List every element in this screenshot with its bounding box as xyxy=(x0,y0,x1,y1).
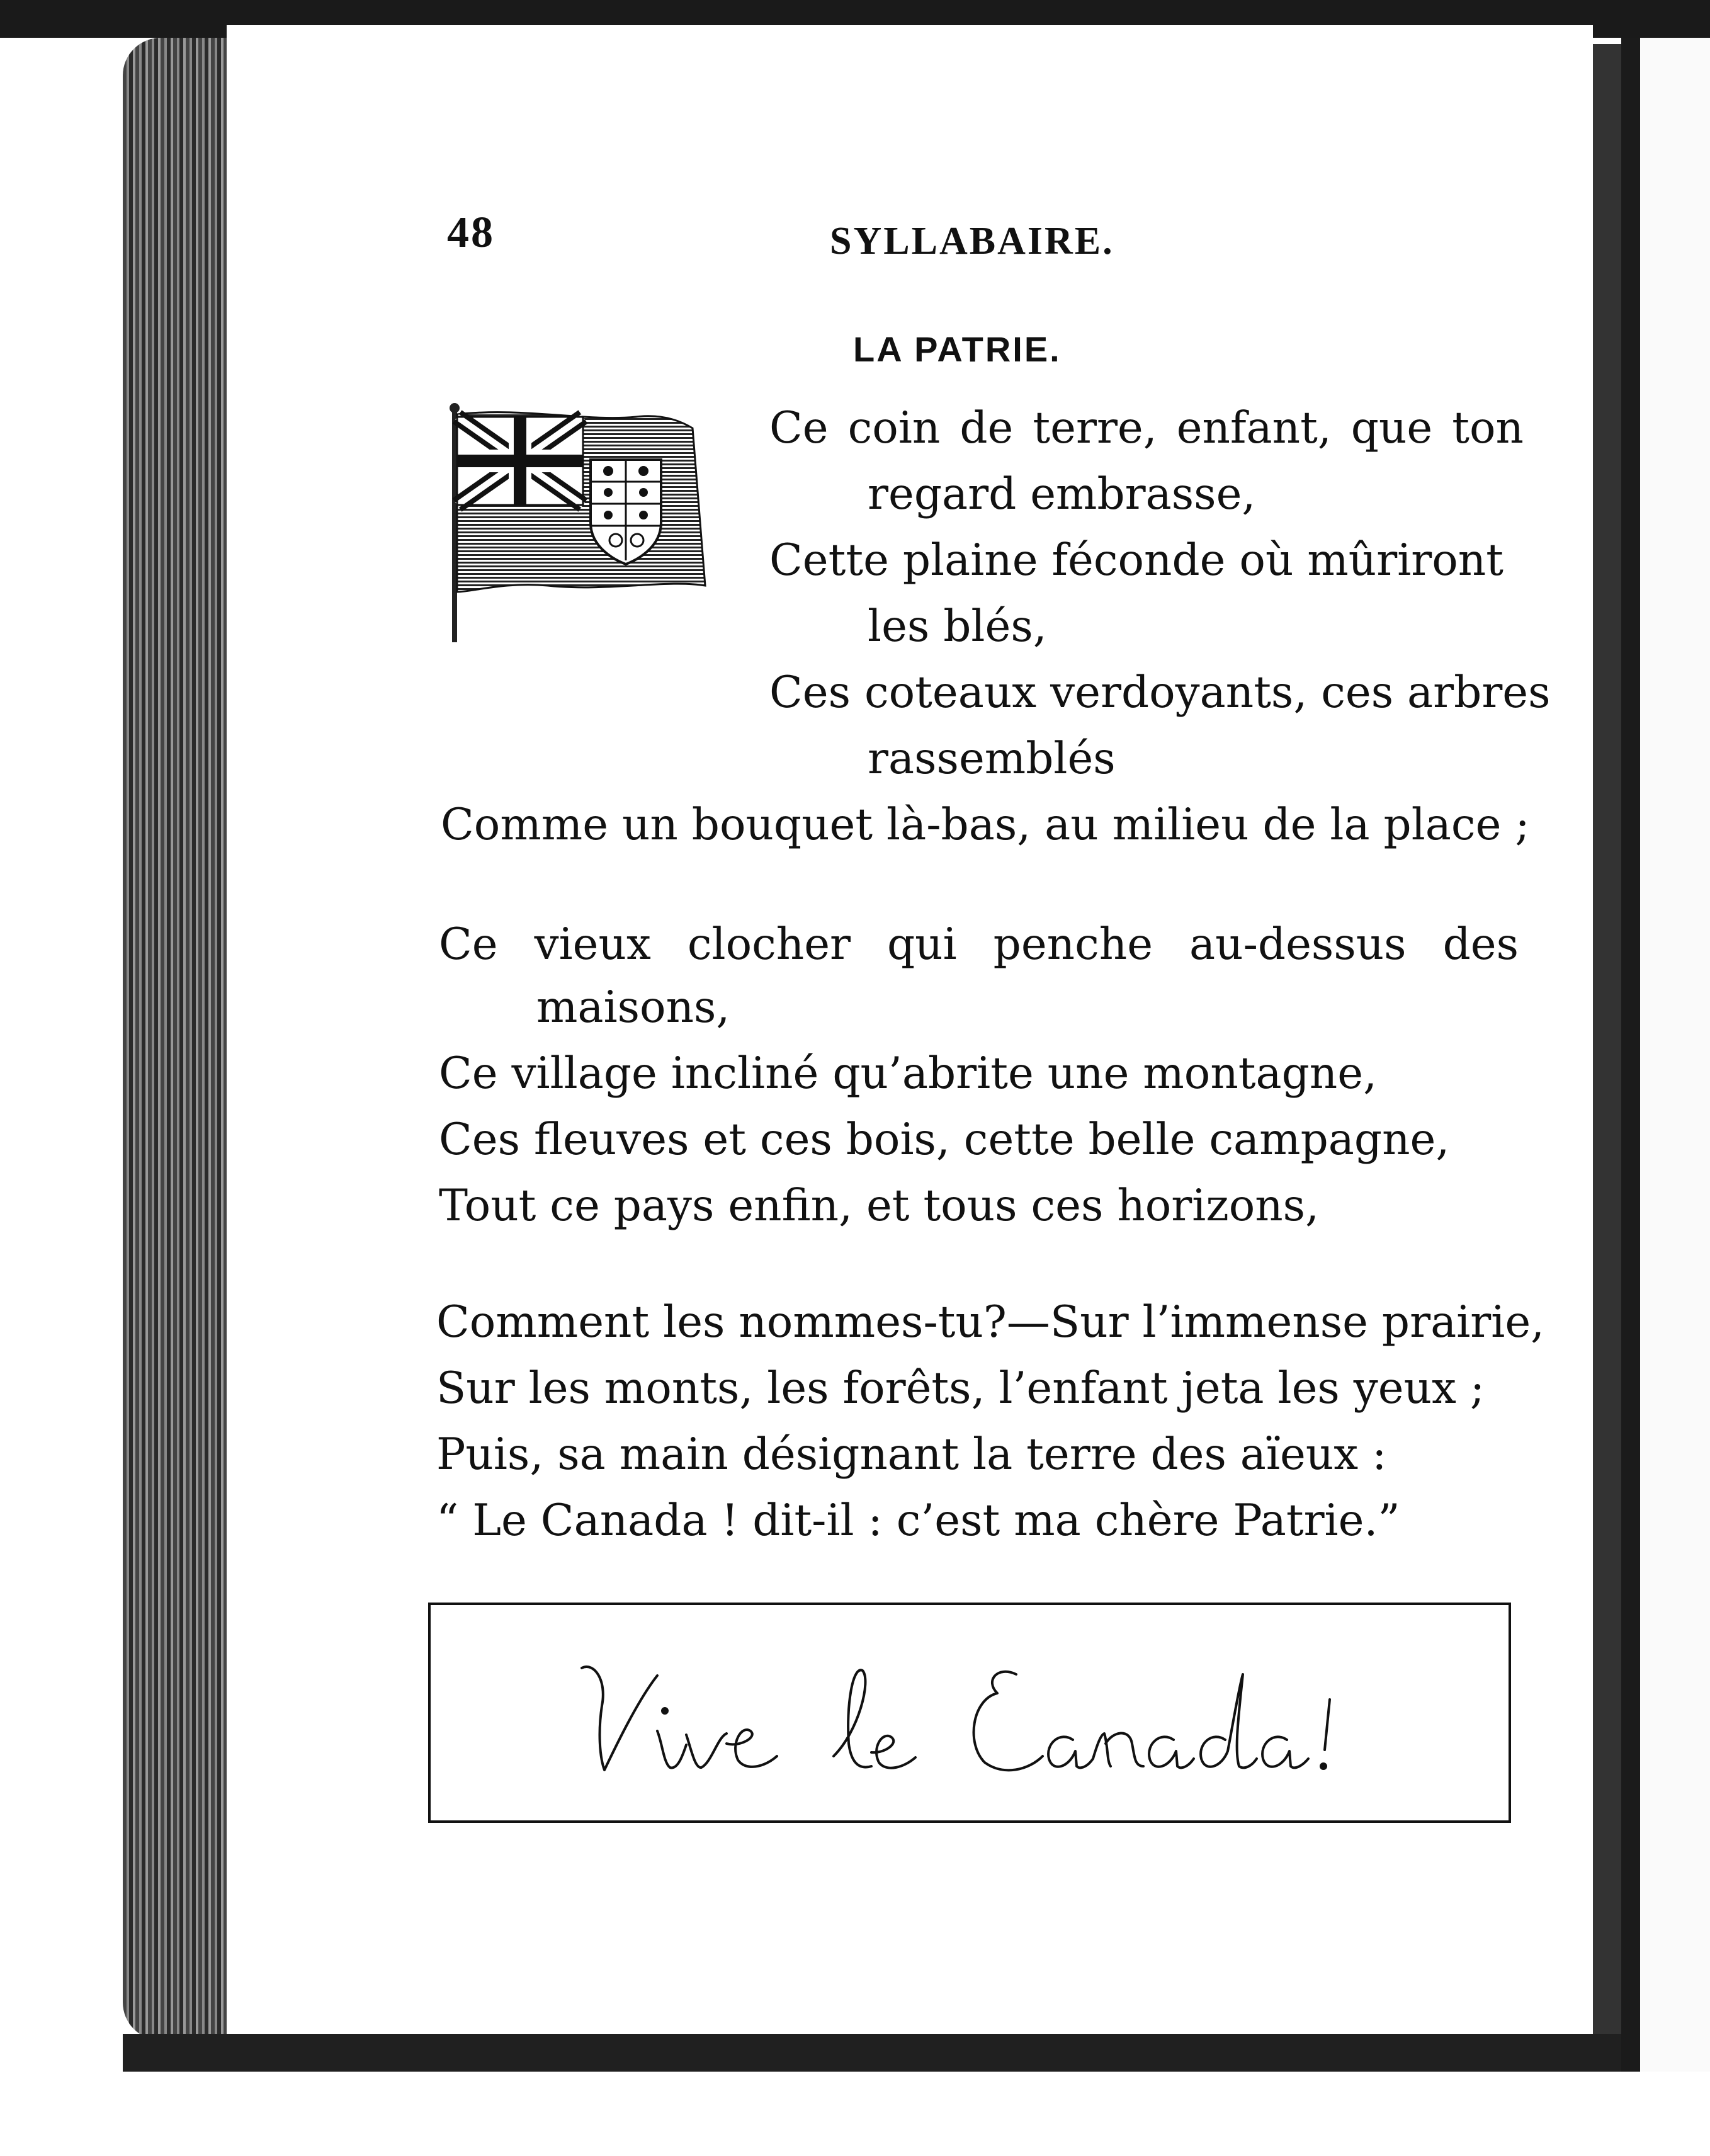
book-spine-gutter xyxy=(1593,44,1621,2046)
poem-word: coin xyxy=(847,403,941,453)
handwritten-vive-le-canada xyxy=(431,1605,1509,1820)
poem-word: que xyxy=(1350,403,1433,453)
poem-line-6: rassemblés xyxy=(868,734,1116,784)
running-head: SYLLABAIRE. xyxy=(830,220,1114,263)
poem-word: enfant, xyxy=(1176,403,1332,453)
poem-line-3: Cette plaine féconde où mûriront xyxy=(769,535,1503,586)
poem-line-5: Ces coteaux verdoyants, ces arbres xyxy=(769,667,1551,718)
scan-bottom-shadow xyxy=(123,2034,1621,2072)
canadian-red-ensign-flag-icon xyxy=(447,403,711,642)
poem-line-15: Puis, sa main désignant la terre des aïeux : xyxy=(436,1429,1387,1480)
page-number: 48 xyxy=(447,208,495,257)
poem-title: LA PATRIE. xyxy=(853,329,1062,369)
poem-line-7: Comme un bouquet là-bas, au milieu de la place ; xyxy=(441,800,1530,850)
poem-line-12: Tout ce pays enfin, et tous ces horizons, xyxy=(439,1181,1320,1231)
poem-line-4: les blés, xyxy=(868,601,1047,652)
poem-word: Ce xyxy=(769,403,829,453)
poem-line-11: Ces fleuves et ces bois, cette belle campagne, xyxy=(439,1115,1450,1165)
poem-line-1 xyxy=(769,403,1524,453)
poem-line-10: Ce village incliné qu’abrite une montagne, xyxy=(439,1048,1378,1099)
book-page-edges xyxy=(123,38,236,2040)
poem-line-9: maisons, xyxy=(536,982,730,1033)
poem-line-16: “ Le Canada ! dit-il : c’est ma chère Patrie.” xyxy=(436,1495,1400,1546)
poem-word: ton xyxy=(1452,403,1524,453)
poem-line-8: Ce vieux clocher qui penche au-dessus des xyxy=(439,919,1519,970)
poem-line-14: Sur les monts, les forêts, l’enfant jeta les yeux ; xyxy=(436,1363,1485,1414)
poem-line-2: regard embrasse, xyxy=(868,469,1256,519)
scan-right-shadow xyxy=(1621,38,1710,2072)
poem-word: de xyxy=(960,403,1014,453)
poem-line-13: Comment les nommes-tu?—Sur l’immense prairie, xyxy=(436,1297,1545,1347)
poem-word: terre, xyxy=(1033,403,1157,453)
handwriting-box xyxy=(428,1603,1511,1823)
